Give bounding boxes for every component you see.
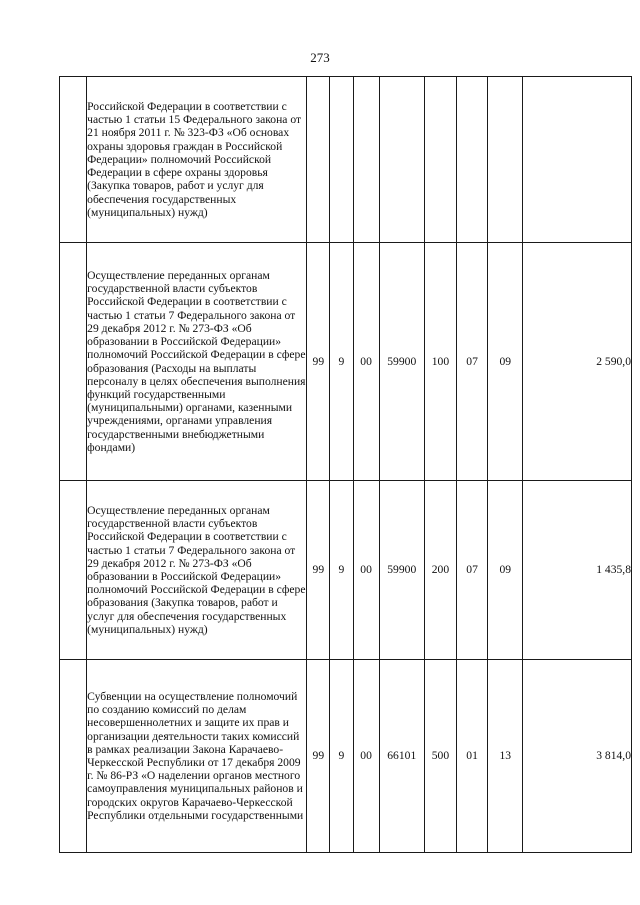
row-number-cell bbox=[60, 660, 87, 853]
amount-cell: 1 435,8 bbox=[523, 481, 632, 660]
section-cell: 07 bbox=[457, 481, 488, 660]
section-cell: 07 bbox=[457, 243, 488, 481]
subprogram-code-cell: 9 bbox=[330, 481, 353, 660]
program-code-cell: 99 bbox=[307, 481, 330, 660]
subprogram-code-cell: 9 bbox=[330, 243, 353, 481]
subsection-cell: 13 bbox=[488, 660, 523, 853]
budget-table bbox=[59, 76, 632, 853]
subprogram-code-cell bbox=[330, 77, 353, 243]
event-code-cell: 00 bbox=[353, 660, 379, 853]
expense-name-cell: Субвенции на осуществление полномочий по созданию комиссий по делам несовершеннолетних и защите их прав и организации деятельности таких комиссий в рамках реализации Закона Карачаево-Черкесской Республики от 17 декабря 2009 г. № 86-РЗ «О наделении органов местного самоуправления муниципальных районов и городских округов Карачаево-Черкесской Республики отдельными государственными bbox=[87, 660, 307, 853]
subprogram-code-cell: 9 bbox=[330, 660, 353, 853]
expense-type-cell bbox=[424, 77, 456, 243]
section-cell: 01 bbox=[457, 660, 488, 853]
subsection-cell bbox=[488, 77, 523, 243]
expense-type-cell: 100 bbox=[424, 243, 456, 481]
direction-code-cell bbox=[379, 77, 424, 243]
table-row bbox=[60, 660, 632, 853]
table-row bbox=[60, 481, 632, 660]
section-cell bbox=[457, 77, 488, 243]
program-code-cell: 99 bbox=[307, 243, 330, 481]
page-number: 273 bbox=[310, 50, 330, 65]
table-row bbox=[60, 243, 632, 481]
event-code-cell bbox=[353, 77, 379, 243]
amount-cell bbox=[523, 77, 632, 243]
event-code-cell: 00 bbox=[353, 243, 379, 481]
program-code-cell: 99 bbox=[307, 660, 330, 853]
table-row bbox=[60, 77, 632, 243]
expense-name-cell: Российской Федерации в соответствии с частью 1 статьи 15 Федерального закона от 21 ноября 2011 г. № 323-ФЗ «Об основах охраны здоровья граждан в Российской Федерации» полномочий Российской Федерации в сфере охраны здоровья (Закупка товаров, работ и услуг для обеспечения государственных (муниципальных) нужд) bbox=[87, 77, 307, 243]
expense-type-cell: 200 bbox=[424, 481, 456, 660]
amount-cell: 3 814,0 bbox=[523, 660, 632, 853]
expense-type-cell: 500 bbox=[424, 660, 456, 853]
subsection-cell: 09 bbox=[488, 481, 523, 660]
program-code-cell bbox=[307, 77, 330, 243]
direction-code-cell: 66101 bbox=[379, 660, 424, 853]
event-code-cell: 00 bbox=[353, 481, 379, 660]
direction-code-cell: 59900 bbox=[379, 243, 424, 481]
expense-name-cell: Осуществление переданных органам государственной власти субъектов Российской Федерации в соответствии с частью 1 статьи 7 Федерального закона от 29 декабря 2012 г. № 273-ФЗ «Об образовании в Российской Федерации» полномочий Российской Федерации в сфере образования (Расходы на выплаты персоналу в целях обеспечения выполнения функций государственными (муниципальными) органами, казенными учреждениями, органами управления государственными внебюджетными фондами) bbox=[87, 243, 307, 481]
row-number-cell bbox=[60, 77, 87, 243]
subsection-cell: 09 bbox=[488, 243, 523, 481]
amount-cell: 2 590,0 bbox=[523, 243, 632, 481]
expense-name-cell: Осуществление переданных органам государственной власти субъектов Российской Федерации в соответствии с частью 1 статьи 7 Федерального закона от 29 декабря 2012 г. № 273-ФЗ «Об образовании в Российской Федерации» полномочий Российской Федерации в сфере образования (Закупка товаров, работ и услуг для обеспечения государственных (муниципальных) нужд) bbox=[87, 481, 307, 660]
direction-code-cell: 59900 bbox=[379, 481, 424, 660]
row-number-cell bbox=[60, 481, 87, 660]
row-number-cell bbox=[60, 243, 87, 481]
